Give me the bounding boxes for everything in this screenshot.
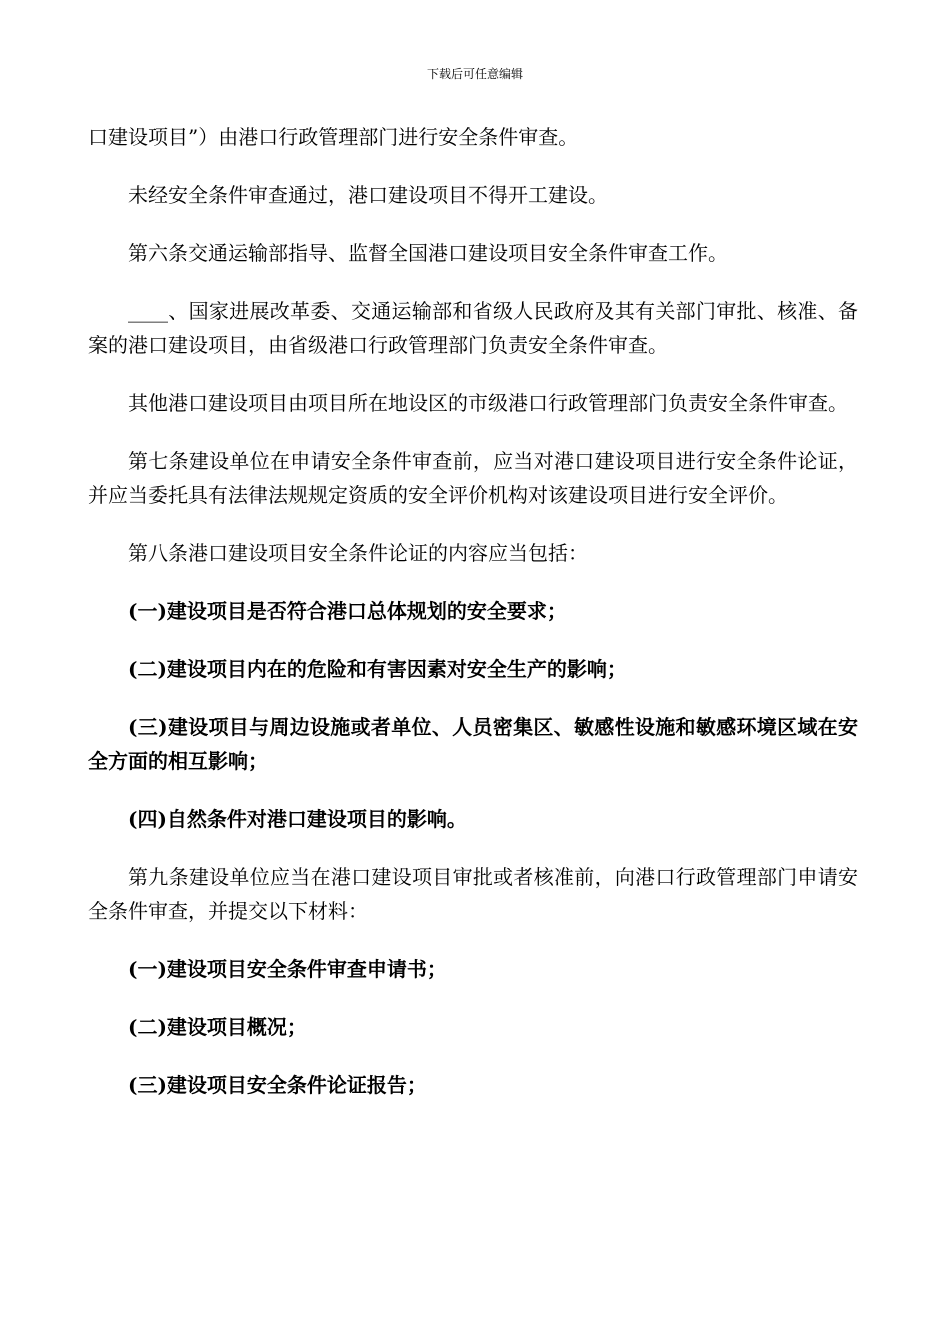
list-item: (二)建设项目概况； [128, 1015, 307, 1039]
article-9-paragraph: 第九条建设单位应当在港口建设项目审批或者核准前，向港口行政管理部门申请安全条件审查，并提交以下材料： [88, 865, 858, 923]
list-item: (一)建设项目安全条件审查申请书； [128, 957, 447, 981]
list-item: (一)建设项目是否符合港口总体规划的安全要求； [128, 599, 567, 623]
page-header: 下载后可任意编辑 [426, 67, 523, 81]
article-7-paragraph: 第七条建设单位在申请安全条件审查前，应当对港口建设项目进行安全条件论证，并应当委托具有法律法规规定资质的安全评价机构对该建设项目进行安全评价。 [88, 449, 858, 507]
paragraph: ____、国家进展改革委、交通运输部和省级人民政府及其有关部门审批、核准、备案的港口建设项目，由省级港口行政管理部门负责安全条件审查。 [88, 299, 858, 357]
list-item: (二)建设项目内在的危险和有害因素对安全生产的影响； [128, 657, 627, 681]
document-body [88, 120, 858, 1126]
list-item: (四)自然条件对港口建设项目的影响。 [128, 807, 467, 831]
paragraph: 其他港口建设项目由项目所在地设区的市级港口行政管理部门负责安全条件审查。 [128, 391, 848, 415]
paragraph: 口建设项目”）由港口行政管理部门进行安全条件审查。 [88, 125, 579, 149]
article-6-paragraph: 第六条交通运输部指导、监督全国港口建设项目安全条件审查工作。 [128, 241, 728, 265]
article-8-paragraph: 第八条港口建设项目安全条件论证的内容应当包括： [128, 541, 588, 565]
list-item: (三)建设项目与周边设施或者单位、人员密集区、敏感性设施和敏感环境区域在安全方面的相互影响； [88, 715, 858, 773]
paragraph: 未经安全条件审查通过，港口建设项目不得开工建设。 [128, 183, 608, 207]
list-item: (三)建设项目安全条件论证报告； [128, 1073, 427, 1097]
